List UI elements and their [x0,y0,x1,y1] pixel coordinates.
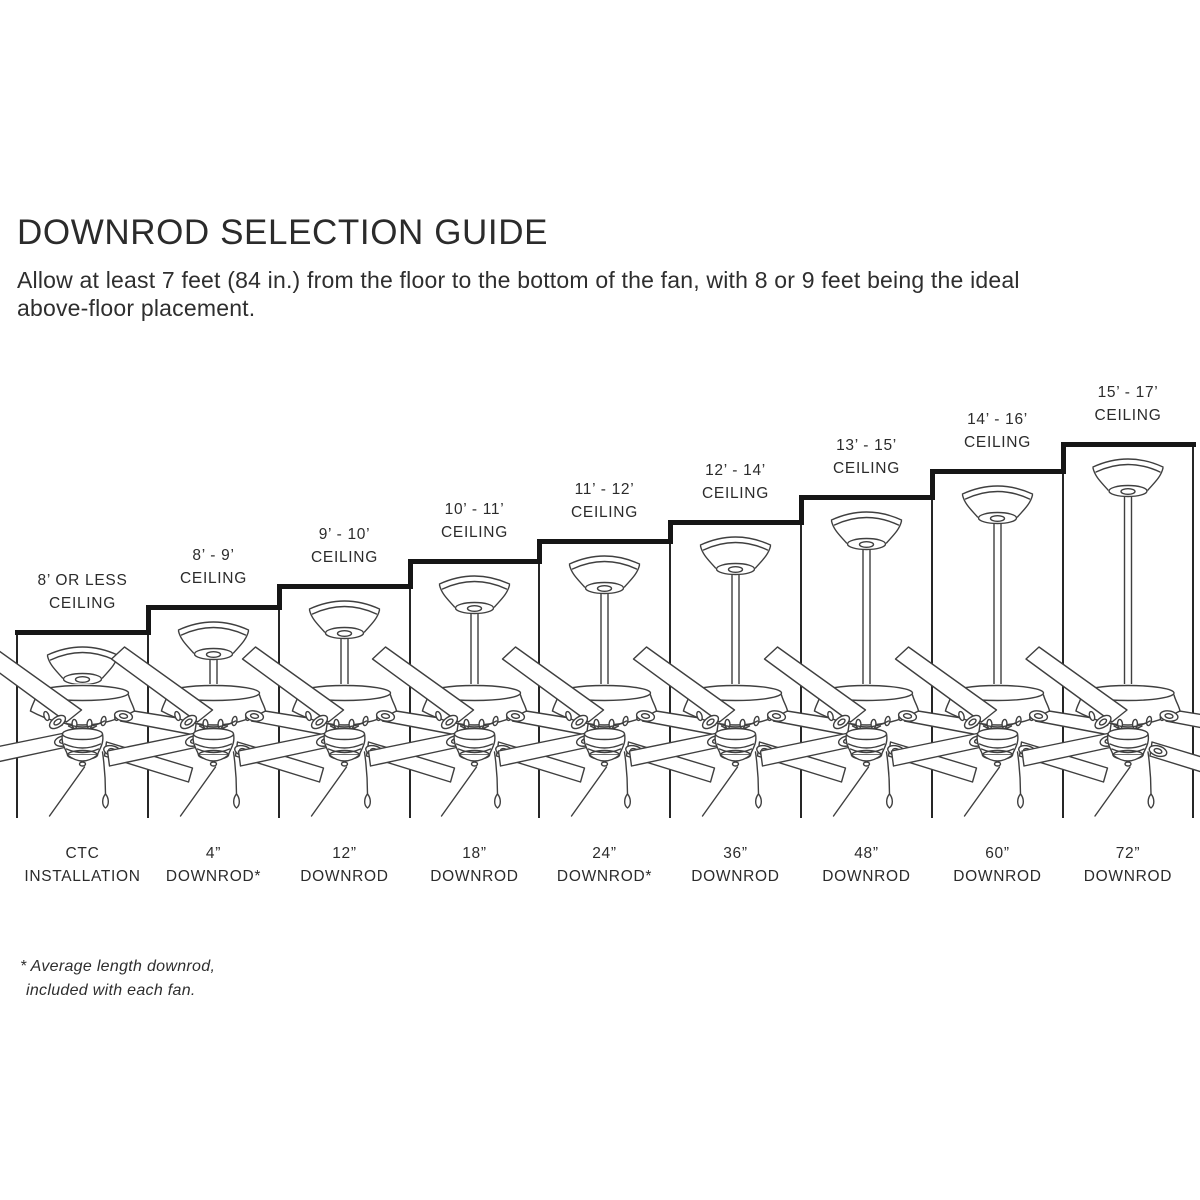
pull-chain-fob [887,794,893,808]
pull-chain [234,752,237,794]
pull-chain-fob [625,794,631,808]
pull-chain [495,752,498,794]
pull-chain [625,752,628,794]
pull-chain-fob [756,794,762,808]
pull-chain [1018,752,1021,794]
downrod-icon [471,606,478,692]
pull-chain-fob [103,794,109,808]
downrod-word: DOWNROD [300,868,389,885]
downrod-icon [341,631,348,692]
downrod-size: 48” [854,845,879,862]
ceiling-range: 13’ - 15’ [836,437,897,454]
downrod-icon [994,516,1001,692]
downrod-size: CTC [65,845,100,862]
pull-chain [365,752,368,794]
pull-chain-fob [1148,794,1154,808]
pull-chain [1148,752,1151,794]
ceiling-fan-illustration [539,544,670,818]
ceiling-range: 12’ - 14’ [705,462,766,479]
pull-chain-long [312,767,347,816]
downrod-size: 72” [1115,845,1141,862]
ceiling-fan-illustration [1063,447,1193,818]
ceiling-fan-illustration [279,589,410,818]
downrod-word: DOWNROD [953,868,1042,885]
downrod-icon [732,567,739,692]
downrod-word: DOWNROD* [165,868,262,885]
pull-chain-long [572,767,607,816]
ceiling-fan-illustration [410,564,539,818]
downrod-size: 60” [985,845,1010,862]
ceiling-word: CEILING [49,595,116,612]
downrod-size: 4” [205,845,222,862]
downrod-size: 36” [723,845,748,862]
downrod-size-label [1018,842,1200,888]
footnote [20,955,215,1003]
ceiling-range: 9’ - 10’ [318,526,371,543]
pull-chain-fob [365,794,371,808]
ceiling-range: 8’ - 9’ [192,547,235,564]
pull-chain-long [965,767,1000,816]
ceiling-word: CEILING [441,524,508,541]
ceiling-fan-illustration [148,610,279,818]
page-title: DOWNROD SELECTION GUIDE [17,213,549,252]
downrod-size: 18” [462,845,487,862]
ceiling-word: CEILING [311,549,378,566]
pull-chain-long [181,767,216,816]
pull-chain-long [50,767,85,816]
downrod-word: DOWNROD [822,868,911,885]
pull-chain-fob [495,794,501,808]
intro-text-line1: Allow at least 7 feet (84 in.) from the floor to the bottom of the fan, with 8 or 9 feet being the ideal [17,267,1020,293]
pull-chain-long [442,767,477,816]
ceiling-word: CEILING [964,434,1031,451]
downrod-word: DOWNROD [1083,868,1173,885]
pull-chain-long [703,767,738,816]
pull-chain-fob [234,794,240,808]
intro-text-line2: above-floor placement. [17,295,256,321]
downrod-icon [1125,489,1132,692]
pull-chain [756,752,759,794]
downrod-word: DOWNROD [691,868,780,885]
pull-chain-fob [1018,794,1024,808]
ceiling-word: CEILING [180,570,247,587]
ceiling-height-label [1018,381,1200,427]
footnote-line1: * Average length downrod, [20,958,216,975]
ceiling-word: CEILING [571,504,638,521]
pull-chain [103,752,106,794]
ceiling-word: CEILING [1094,407,1162,424]
pull-chain-long [834,767,869,816]
footnote-line2: included with each fan. [26,982,196,999]
ceiling-range: 8’ OR LESS [37,572,128,589]
downrod-size: 24” [592,845,617,862]
ceiling-range: 10’ - 11’ [444,501,505,518]
ceiling-fan-illustration [932,474,1063,818]
ceiling-range: 11’ - 12’ [574,481,635,498]
ceiling-range: 14’ - 16’ [967,411,1028,428]
downrod-word: DOWNROD [430,868,519,885]
downrod-icon [601,586,608,692]
pull-chain-long [1095,767,1130,816]
downrod-word: DOWNROD* [556,868,653,885]
downrod-word: INSTALLATION [24,868,141,885]
ceiling-word: CEILING [833,460,900,477]
ceiling-word: CEILING [702,485,769,502]
downrod-icon [863,542,870,692]
downrod-size: 12” [332,845,357,862]
ceiling-range: 15’ - 17’ [1097,384,1159,401]
pull-chain [887,752,890,794]
